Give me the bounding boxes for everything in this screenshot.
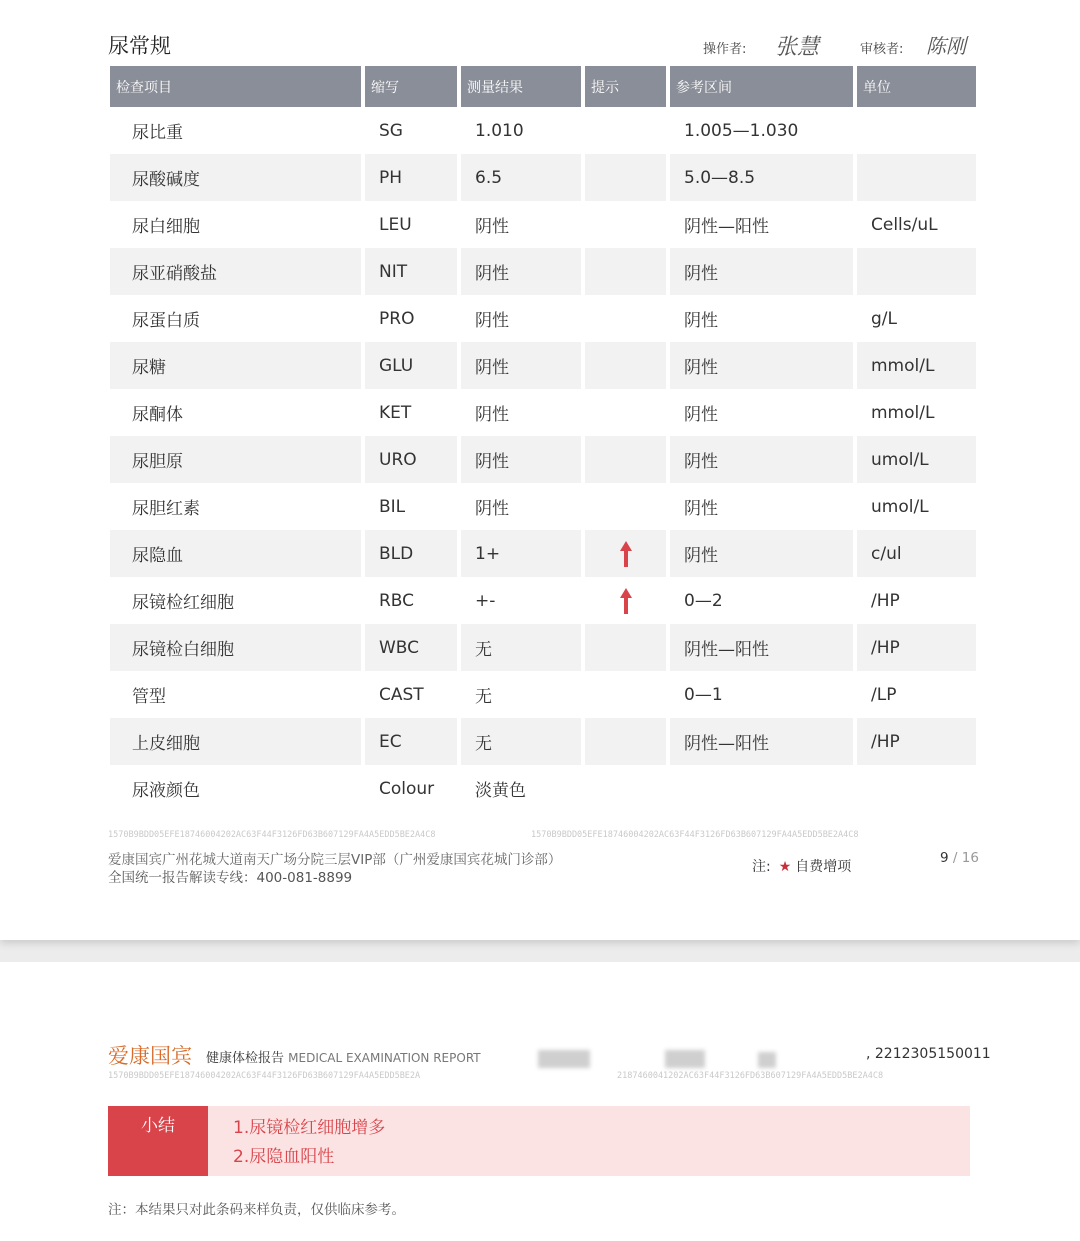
- cell-abbr: BIL: [379, 496, 406, 517]
- table-row: [110, 248, 976, 295]
- hash-code-p2-left: 1570B9BDD05EFE18746004202AC63F44F3126FD63B607129FA4A5EDD5BE2A: [108, 1071, 421, 1081]
- cell-ref: 阴性: [670, 248, 853, 295]
- cell-unit: [857, 765, 976, 812]
- cell-unit: mmol/L: [871, 402, 935, 423]
- cell-item: 尿酮体: [132, 405, 183, 425]
- summary-items: [233, 1114, 385, 1172]
- cell-item: 尿液颜色: [132, 781, 200, 801]
- page-current: 9: [940, 850, 949, 866]
- cell-unit: /LP: [871, 684, 897, 705]
- cell-unit: c/ul: [857, 530, 976, 577]
- report-title-cn: 健康体检报告: [206, 1051, 285, 1066]
- cell-hint: [585, 248, 666, 295]
- cell-result: +-: [475, 590, 496, 611]
- col-header-abbr: 缩写: [365, 66, 457, 107]
- cell-abbr: PRO: [379, 308, 415, 329]
- cell-unit: /HP: [857, 624, 976, 671]
- summary-box: [108, 1106, 970, 1176]
- cell-result: 阴性: [475, 405, 509, 425]
- table-row: [110, 577, 976, 624]
- col-header-hint: 提示: [585, 66, 666, 107]
- section-title: 尿常规: [108, 34, 171, 58]
- summary-item: 1.尿镜检红细胞增多: [233, 1118, 386, 1138]
- table-row: [110, 342, 976, 389]
- cell-unit: g/L: [871, 308, 897, 329]
- cell-unit: [857, 107, 976, 154]
- operator-label: 操作者:: [703, 42, 747, 57]
- redacted-block: [665, 1050, 705, 1068]
- cell-ref: 5.0—8.5: [670, 154, 853, 201]
- cell-result: 6.5: [461, 154, 581, 201]
- cell-hint: [585, 295, 666, 342]
- report-title: [206, 1047, 481, 1066]
- cell-abbr: NIT: [365, 248, 457, 295]
- cell-abbr: Colour: [379, 778, 435, 799]
- legend-note: [752, 856, 851, 876]
- table-row: [110, 154, 976, 201]
- cell-ref: [670, 765, 853, 812]
- cell-unit: Cells/uL: [871, 214, 938, 235]
- cell-hint: [585, 671, 666, 718]
- hotline: 全国统一报告解读专线：400-081-8899: [108, 870, 353, 886]
- cell-unit: umol/L: [871, 496, 929, 517]
- cell-ref: 阴性: [670, 436, 853, 483]
- cell-unit: mmol/L: [857, 342, 976, 389]
- cell-unit: [857, 154, 976, 201]
- report-title-en: MEDICAL EXAMINATION REPORT: [288, 1051, 481, 1065]
- cell-result: 1.010: [475, 120, 524, 141]
- cell-result: 无: [461, 718, 581, 765]
- cell-abbr: GLU: [365, 342, 457, 389]
- cell-abbr: SG: [379, 120, 403, 141]
- cell-result: 阴性: [475, 499, 509, 519]
- cell-item: 尿蛋白质: [132, 311, 200, 331]
- cell-item: 尿比重: [132, 123, 183, 143]
- up-arrow-icon: [619, 544, 633, 564]
- table-row: [110, 624, 976, 671]
- urinalysis-table: [106, 66, 980, 812]
- operator-signature: 张慧: [775, 35, 820, 60]
- cell-ref: 阴性—阳性: [670, 718, 853, 765]
- cell-abbr: EC: [365, 718, 457, 765]
- cell-hint: [585, 718, 666, 765]
- cell-result: 阴性: [475, 311, 509, 331]
- table-header-row: [110, 66, 976, 107]
- cell-unit: umol/L: [857, 436, 976, 483]
- cell-hint: [585, 107, 666, 154]
- table-row: [110, 436, 976, 483]
- col-header-ref: 参考区间: [670, 66, 853, 107]
- cell-result: 无: [461, 624, 581, 671]
- cell-hint: [585, 483, 666, 530]
- cell-ref: 阴性: [684, 311, 718, 331]
- hash-code-p2-right: 2187460041202AC63F44F3126FD63B607129FA4A5EDD5BE2A4C8: [617, 1071, 884, 1081]
- table-row: [110, 530, 976, 577]
- barcode-number: , 2212305150011: [866, 1046, 991, 1062]
- cell-result: 阴性: [461, 436, 581, 483]
- cell-unit: [857, 248, 976, 295]
- cell-ref: 阴性—阳性: [670, 624, 853, 671]
- cell-hint: [585, 530, 666, 577]
- cell-item: 尿糖: [110, 342, 361, 389]
- cell-hint: [585, 577, 666, 624]
- note-prefix: 注:: [752, 859, 771, 875]
- summary-label: 小结: [108, 1106, 208, 1176]
- col-header-unit: 单位: [857, 66, 976, 107]
- cell-item: 尿胆红素: [132, 499, 200, 519]
- redacted-block: [538, 1050, 590, 1068]
- clinic-address: 爱康国宾广州花城大道南天广场分院三层VIP部（广州爱康国宾花城门诊部）: [108, 852, 562, 868]
- up-arrow-icon: [619, 591, 633, 611]
- cell-abbr: LEU: [379, 214, 412, 235]
- hash-code-left: 1570B9BDD05EFE18746004202AC63F44F3126FD63B607129FA4A5EDD5BE2A4C8: [108, 830, 436, 840]
- cell-item: 尿胆原: [110, 436, 361, 483]
- table-row: [110, 295, 976, 342]
- cell-abbr: URO: [365, 436, 457, 483]
- disclaimer: 注：本结果只对此条码来样负责，仅供临床参考。: [108, 1202, 405, 1218]
- summary-item: 2.尿隐血阳性: [233, 1147, 335, 1167]
- cell-item: 尿酸碱度: [110, 154, 361, 201]
- cell-item: 尿镜检白细胞: [110, 624, 361, 671]
- cell-hint: [585, 342, 666, 389]
- col-header-result: 测量结果: [461, 66, 581, 107]
- page-total: / 16: [952, 850, 979, 866]
- table-row: [110, 718, 976, 765]
- table-row: [110, 389, 976, 436]
- cell-ref: 0—1: [684, 684, 723, 705]
- note-text: 自费增项: [795, 859, 852, 875]
- cell-ref: 阴性: [670, 342, 853, 389]
- cell-item: 管型: [132, 687, 166, 707]
- star-icon: ★: [778, 859, 792, 875]
- cell-ref: 阴性—阳性: [684, 217, 769, 237]
- table-row: [110, 483, 976, 530]
- table-row: [110, 765, 976, 812]
- cell-abbr: PH: [365, 154, 457, 201]
- cell-result: 1+: [461, 530, 581, 577]
- cell-hint: [585, 765, 666, 812]
- cell-abbr: BLD: [365, 530, 457, 577]
- cell-result: 阴性: [461, 342, 581, 389]
- cell-abbr: CAST: [379, 684, 424, 705]
- cell-unit: /HP: [871, 590, 900, 611]
- cell-result: 淡黄色: [475, 781, 526, 801]
- cell-item: 尿隐血: [110, 530, 361, 577]
- redacted-block: [758, 1052, 776, 1068]
- cell-ref: 1.005—1.030: [684, 120, 799, 141]
- cell-hint: [585, 201, 666, 248]
- cell-item: 上皮细胞: [110, 718, 361, 765]
- hash-code-right: 1570B9BDD05EFE18746004202AC63F44F3126FD63B607129FA4A5EDD5BE2A4C8: [531, 830, 859, 840]
- table-row: [110, 201, 976, 248]
- brand-logo-text: 爱康国宾: [108, 1044, 192, 1068]
- table-row: [110, 107, 976, 154]
- cell-item: 尿白细胞: [132, 217, 200, 237]
- reviewer-signature: 陈刚: [926, 34, 966, 58]
- table-row: [110, 671, 976, 718]
- cell-result: 无: [475, 687, 492, 707]
- col-header-item: 检查项目: [110, 66, 361, 107]
- cell-ref: 0—2: [684, 590, 723, 611]
- cell-result: 阴性: [461, 248, 581, 295]
- cell-abbr: KET: [379, 402, 412, 423]
- cell-abbr: RBC: [379, 590, 415, 611]
- cell-item: 尿亚硝酸盐: [110, 248, 361, 295]
- cell-hint: [585, 624, 666, 671]
- cell-hint: [585, 154, 666, 201]
- cell-ref: 阴性: [684, 499, 718, 519]
- cell-unit: /HP: [857, 718, 976, 765]
- cell-abbr: WBC: [365, 624, 457, 671]
- cell-ref: 阴性: [684, 405, 718, 425]
- cell-item: 尿镜检红细胞: [132, 593, 234, 613]
- cell-hint: [585, 436, 666, 483]
- cell-hint: [585, 389, 666, 436]
- reviewer-label: 审核者:: [860, 42, 904, 57]
- page-number: [940, 850, 979, 866]
- cell-ref: 阴性: [670, 530, 853, 577]
- cell-result: 阴性: [475, 217, 509, 237]
